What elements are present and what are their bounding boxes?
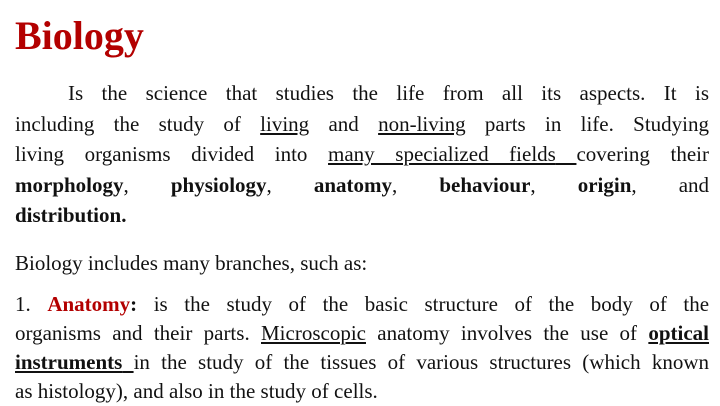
- text: parts in life. Studying: [484, 111, 710, 136]
- definition-line-4: [15, 170, 709, 201]
- list-number: 1.: [15, 292, 31, 316]
- anatomy-line-3: [15, 348, 709, 377]
- definition-paragraph: [15, 78, 709, 231]
- term-distribution: distribution.: [15, 203, 127, 227]
- anatomy-line-4: [15, 377, 709, 406]
- slide-title: Biology: [15, 13, 144, 58]
- comma: ,: [123, 172, 129, 197]
- term-anatomy: anatomy: [313, 172, 393, 197]
- anatomy-term: Anatomy: [47, 292, 131, 316]
- comma: ,: [392, 172, 398, 197]
- definition-line-3: [15, 139, 709, 170]
- term-living: living: [260, 111, 310, 136]
- branches-intro: Biology includes many branches, such as:: [15, 251, 368, 275]
- text: in the study of the tissues of various structures (which known: [133, 350, 709, 374]
- term-instruments: instruments: [15, 350, 123, 374]
- anatomy-paragraph: [15, 290, 709, 406]
- text: and: [328, 111, 359, 136]
- text: living organisms divided into: [15, 142, 308, 166]
- definition-text: Is the science that studies the life from all its aspects. It is: [68, 81, 709, 105]
- term-behaviour: behaviour: [439, 172, 531, 197]
- term-optical: optical: [648, 321, 710, 345]
- comma: ,: [631, 172, 637, 197]
- term-morphology: morphology: [15, 172, 124, 197]
- text: and: [678, 172, 710, 197]
- comma: ,: [530, 172, 536, 197]
- definition-line-5: [15, 200, 709, 231]
- text: as histology), and also in the study of cells.: [15, 379, 378, 403]
- term-microscopic: Microscopic: [261, 321, 366, 345]
- text: is the study of the basic structure of the body of the: [153, 292, 710, 316]
- colon: :: [130, 292, 138, 316]
- comma: ,: [266, 172, 272, 197]
- term-non-living: non-living: [378, 111, 466, 136]
- term-origin: origin: [577, 172, 632, 197]
- anatomy-line-2: [15, 319, 709, 348]
- definition-line-2: [15, 109, 709, 140]
- anatomy-line-1: [15, 290, 709, 319]
- term-specialized-fields: many specialized fields: [328, 142, 556, 166]
- definition-line-1: [15, 78, 709, 109]
- term-physiology: physiology: [170, 172, 267, 197]
- text: anatomy involves the use of: [377, 321, 638, 345]
- text: including the study of: [15, 111, 241, 136]
- text: organisms and their parts.: [15, 321, 250, 345]
- text: covering their: [576, 142, 710, 166]
